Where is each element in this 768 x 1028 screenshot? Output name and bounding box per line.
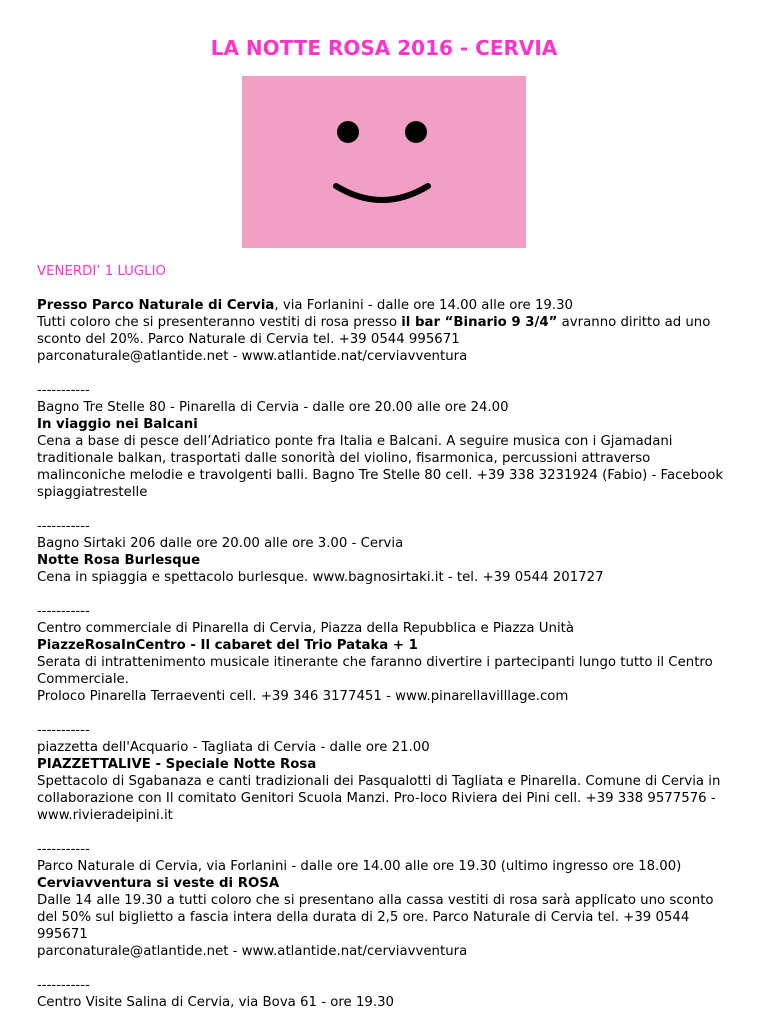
event-2 xyxy=(37,382,737,501)
event-desc-pre: Tutti coloro che si presenteranno vestiti di rosa presso xyxy=(37,315,402,330)
event-place-bold: Presso Parco Naturale di Cervia xyxy=(37,298,275,313)
document-body xyxy=(37,263,737,1028)
event-place: Centro commerciale di Pinarella di Cervia, Piazza della Repubblica e Piazza Unità xyxy=(37,621,574,636)
separator: ----------- xyxy=(37,383,90,398)
event-name: Cerviavventura si veste di ROSA xyxy=(37,876,280,891)
separator: ----------- xyxy=(37,978,90,993)
event-description: Spettacolo di Sgabanaza e canti tradizionali dei Pasqualotti di Tagliata e Pinarella. Comune di Cervia in collaborazione con Il comitato Genitori Scuola Manzi. Pro-loco Riviera dei Pini cell. +39 338 9577576 - www.rivieradeipini.it xyxy=(37,774,721,823)
event-name: In viaggio nei Balcani xyxy=(37,417,198,432)
event-place: Bagno Tre Stelle 80 - Pinarella di Cervia - dalle ore 20.00 alle ore 24.00 xyxy=(37,400,509,415)
event-place-rest: , via Forlanini - dalle ore 14.00 alle ore 19.30 xyxy=(274,298,574,313)
event-description: Serata di intrattenimento musicale itinerante che faranno divertire i partecipanti lungo tutto il Centro Commerciale. xyxy=(37,655,713,687)
event-1 xyxy=(37,297,737,365)
smiley-face-icon xyxy=(242,76,526,248)
separator: ----------- xyxy=(37,604,90,619)
event-name: Notte Rosa Burlesque xyxy=(37,553,201,568)
separator: ----------- xyxy=(37,723,90,738)
event-place: piazzetta dell'Acquario - Tagliata di Cervia - dalle ore 21.00 xyxy=(37,740,430,755)
smiley-right-eye xyxy=(405,121,427,143)
event-5 xyxy=(37,722,737,824)
event-7 xyxy=(37,977,737,1011)
event-4 xyxy=(37,603,737,705)
event-contact: parconaturale@atlantide.net - www.atlantide.nat/cerviavventura xyxy=(37,944,468,959)
event-place xyxy=(37,297,737,314)
separator: ----------- xyxy=(37,842,90,857)
event-contact: parconaturale@atlantide.net - www.atlantide.nat/cerviavventura xyxy=(37,349,468,364)
event-place: Bagno Sirtaki 206 dalle ore 20.00 alle ore 3.00 - Cervia xyxy=(37,536,404,551)
event-place: Centro Visite Salina di Cervia, via Bova 61 - ore 19.30 xyxy=(37,995,395,1010)
smiley-left-eye xyxy=(337,121,359,143)
event-contact: Proloco Pinarella Terraeventi cell. +39 346 3177451 - www.pinarellavilllage.com xyxy=(37,689,569,704)
event-name: PIAZZETTALIVE - Speciale Notte Rosa xyxy=(37,757,317,772)
event-place: Parco Naturale di Cervia, via Forlanini - dalle ore 14.00 alle ore 19.30 (ultimo ingresso ore 18.00) xyxy=(37,859,682,874)
event-name: PiazzeRosaInCentro - Il cabaret del Trio Pataka + 1 xyxy=(37,638,418,653)
separator: ----------- xyxy=(37,519,90,534)
event-description: Cena a base di pesce dell’Adriatico ponte fra Italia e Balcani. A seguire musica con i Gjamadani traditionale balkan, trasportati dalle sonorità del violino, fisarmonica, percussioni attraverso malinconiche melodie e travolgenti balli. Bagno Tre Stelle 80 cell. +39 338 3231924 (Fabio) - Facebook spiaggiatrestelle xyxy=(37,434,724,500)
smiley-mouth xyxy=(336,186,428,200)
event-description: Cena in spiaggia e spettacolo burlesque. www.bagnosirtaki.it - tel. +39 0544 201727 xyxy=(37,570,604,585)
day-heading: VENERDI’ 1 LUGLIO xyxy=(37,264,166,279)
page-title: LA NOTTE ROSA 2016 - CERVIA xyxy=(210,36,558,60)
smiley-image xyxy=(242,76,526,248)
event-description: Dalle 14 alle 19.30 a tutti coloro che si presentano alla cassa vestiti di rosa sarà applicato uno sconto del 50% sul biglietto a fascia intera della durata di 2,5 ore. Parco Naturale di Cervia tel. +39 0544 995671 xyxy=(37,893,714,942)
event-desc-bold: il bar “Binario 9 3/4” xyxy=(401,315,558,330)
event-6 xyxy=(37,841,737,960)
event-description xyxy=(37,314,737,348)
event-desc-post: avranno diritto ad uno sconto del 20%. Parco Naturale di Cervia tel. +39 0544 995671 xyxy=(37,315,711,347)
event-3 xyxy=(37,518,737,586)
